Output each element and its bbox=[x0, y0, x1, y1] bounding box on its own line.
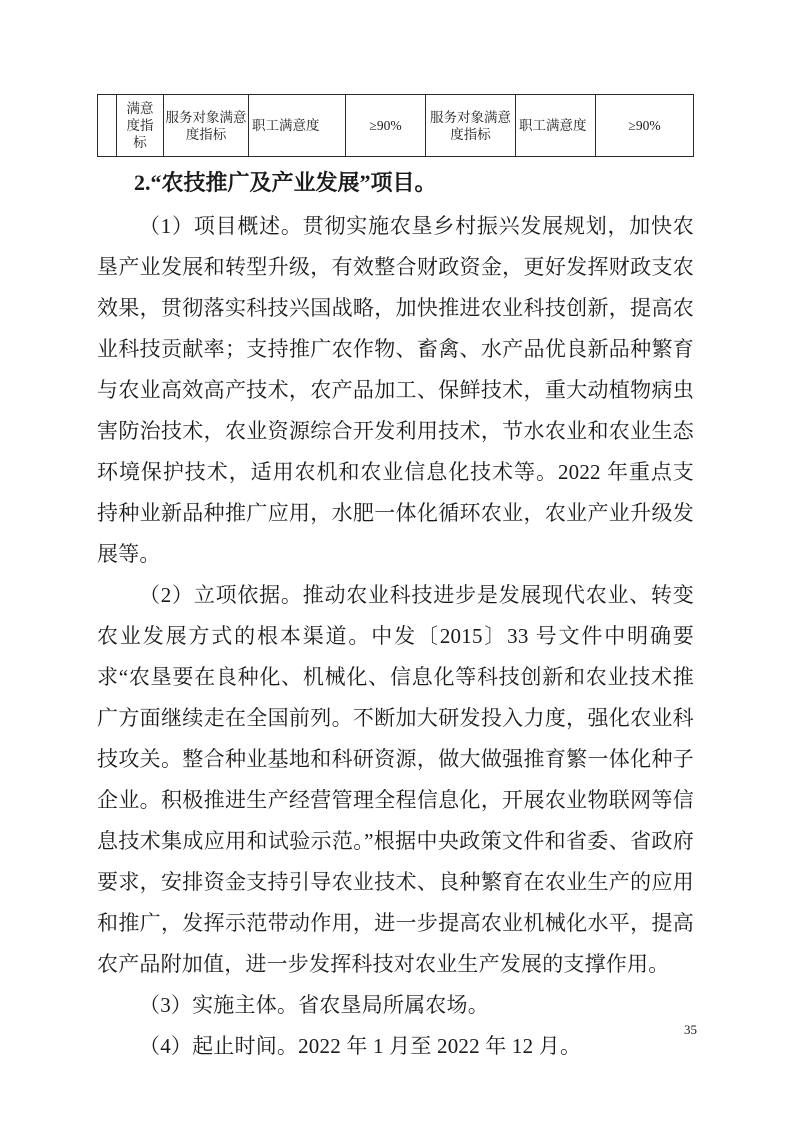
paragraph-project-overview: （1）项目概述。贯彻实施农垦乡村振兴发展规划，加快农垦产业发展和转型升级，有效整合财政资金，更好发挥财政支农效果，贯彻落实科技兴国战略，加快推进农业科技创新，提高农业科技贡献率；支持推广农作物、畜禽、水产品优良新品种繁育与农业高效高产技术，农产品加工、保鲜技术，重大动植物病虫害防治技术，农业资源综合开发利用技术，节水农业和农业生态环境保护技术，适用农机和农业信息化技术等。2022 年重点支持种业新品种推广应用，水肥一体化循环农业，农业产业升级发展等。 bbox=[97, 214, 694, 566]
page-content bbox=[97, 94, 694, 1067]
paragraph-project-basis: （2）立项依据。推动农业科技进步是发展现代农业、转变农业发展方式的根本渠道。中发〔2015〕33 号文件中明确要求“农垦要在良种化、机械化、信息化等科技创新和农业技术推广方面继续走在全国前列。不断加大研发投入力度，强化农业科技攻关。整合种业基地和科研资源，做大做强推育繁一体化种子企业。积极推进生产经营管理全程信息化，开展农业物联网等信息技术集成应用和试验示范。”根据中央政策文件和省委、省政府要求，安排资金支持引导农业技术、良种繁育在农业生产的应用和推广，发挥示范带动作用，进一步提高农业机械化水平，提高农产品附加值，进一步发挥科技对农业生产发展的支撑作用。 bbox=[97, 583, 694, 976]
paragraph-implementation-body: （3）实施主体。省农垦局所属农场。 bbox=[139, 993, 489, 1017]
table-cell-employee-satisfaction-2: 职工满意度 bbox=[516, 95, 596, 157]
table-cell-target-value: ≥90% bbox=[346, 95, 426, 157]
table-cell-service-target-satisfaction-2: 服务对象满意度指标 bbox=[426, 95, 516, 157]
table-cell-target-value-2: ≥90% bbox=[596, 95, 694, 157]
table-cell-satisfaction-indicator: 满意度指标 bbox=[117, 95, 164, 157]
table-cell-service-target-satisfaction: 服务对象满意度指标 bbox=[164, 95, 249, 157]
section-heading: 2.“农技推广及产业发展”项目。 bbox=[134, 170, 437, 195]
table-cell-employee-satisfaction: 职工满意度 bbox=[249, 95, 346, 157]
page-number: 35 bbox=[684, 1022, 697, 1037]
indicator-table bbox=[97, 94, 694, 157]
table-cell-empty bbox=[98, 95, 117, 157]
paragraph-time-range: （4）起止时间。2022 年 1 月至 2022 年 12 月。 bbox=[139, 1034, 582, 1058]
table-row bbox=[98, 95, 694, 157]
